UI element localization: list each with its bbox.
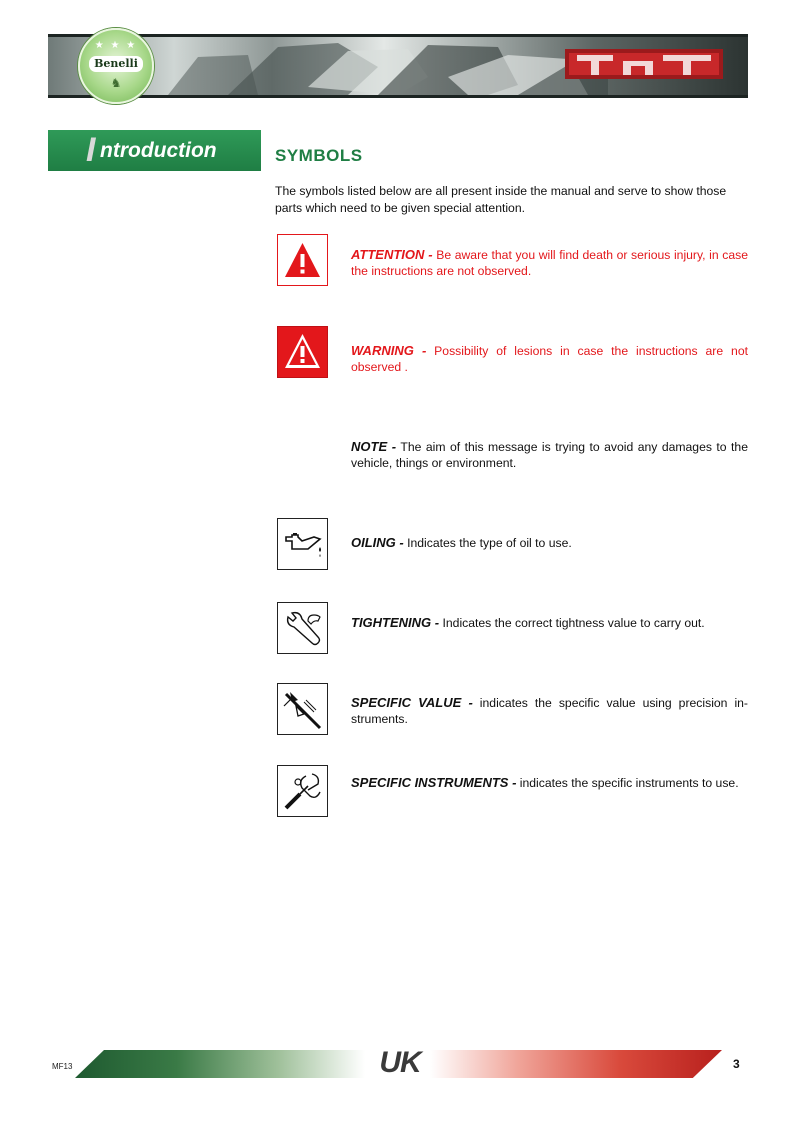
benelli-wordmark: Benelli <box>89 56 143 72</box>
benelli-logo <box>78 28 154 104</box>
warning-symbol <box>277 326 328 378</box>
oiling-text: Indicates the type of oil to use. <box>403 536 572 550</box>
attention-text: Be aware that you will find death or serious injury, in case the instructions are not observed. <box>351 248 749 278</box>
note-text: The aim of this message is trying to avoid any damages to the vehicle, things or environment. <box>351 440 748 470</box>
tnt-model-logo <box>565 49 723 79</box>
footer-red-stripe <box>430 1050 722 1078</box>
oiling-symbol <box>277 518 328 570</box>
page-number: 3 <box>733 1057 740 1071</box>
tightening-text: Indicates the correct tightness value to carry out. <box>439 616 705 630</box>
oiling-description <box>351 535 748 551</box>
specific-value-label: SPECIFIC VALUE - <box>351 695 473 710</box>
tightening-symbol <box>277 602 328 654</box>
intro-paragraph: The symbols listed below are all present inside the manual and serve to show those parts which need to be given special attention. <box>275 184 727 215</box>
specific-instruments-text: indicates the specific instruments to use. <box>516 776 739 790</box>
specific-instruments-label: SPECIFIC INSTRUMENTS - <box>351 775 517 790</box>
document-code: MF13 <box>52 1062 73 1071</box>
specific-instruments-description <box>351 775 748 791</box>
warning-description <box>351 343 748 375</box>
stars-decoration: ★ ★ ★ <box>94 40 138 51</box>
specific-value-description <box>351 695 748 727</box>
specific-value-text: indicates the specific value using precision in-struments. <box>351 696 748 726</box>
footer-green-stripe <box>75 1050 365 1078</box>
tightening-description <box>351 615 748 631</box>
oiling-label: OILING - <box>351 535 404 550</box>
tightening-label: TIGHTENING - <box>351 615 440 630</box>
note-description <box>351 439 748 471</box>
specific-value-symbol <box>277 683 328 735</box>
language-label: UK <box>379 1046 421 1079</box>
section-tab-initial: I <box>86 131 96 169</box>
section-tab-title: ntroduction <box>100 139 217 162</box>
section-tab <box>48 130 261 171</box>
warning-text: Possibility of lesions in case the instructions are not observed . <box>351 344 748 374</box>
page-heading: SYMBOLS <box>275 146 363 165</box>
wrench-icon <box>278 603 327 653</box>
note-label: NOTE - <box>351 439 397 454</box>
warning-triangle-filled-icon <box>278 327 327 377</box>
attention-description <box>351 247 748 279</box>
attention-symbol <box>277 234 328 286</box>
specific-instruments-symbol <box>277 765 328 817</box>
lion-icon: ♞ <box>110 76 122 90</box>
caliper-icon <box>278 684 327 734</box>
warning-label: WARNING - <box>351 343 427 358</box>
tools-icon <box>278 766 327 816</box>
attention-label: ATTENTION - <box>351 247 433 262</box>
oil-can-icon <box>278 519 327 569</box>
warning-triangle-outline-icon <box>278 235 327 285</box>
